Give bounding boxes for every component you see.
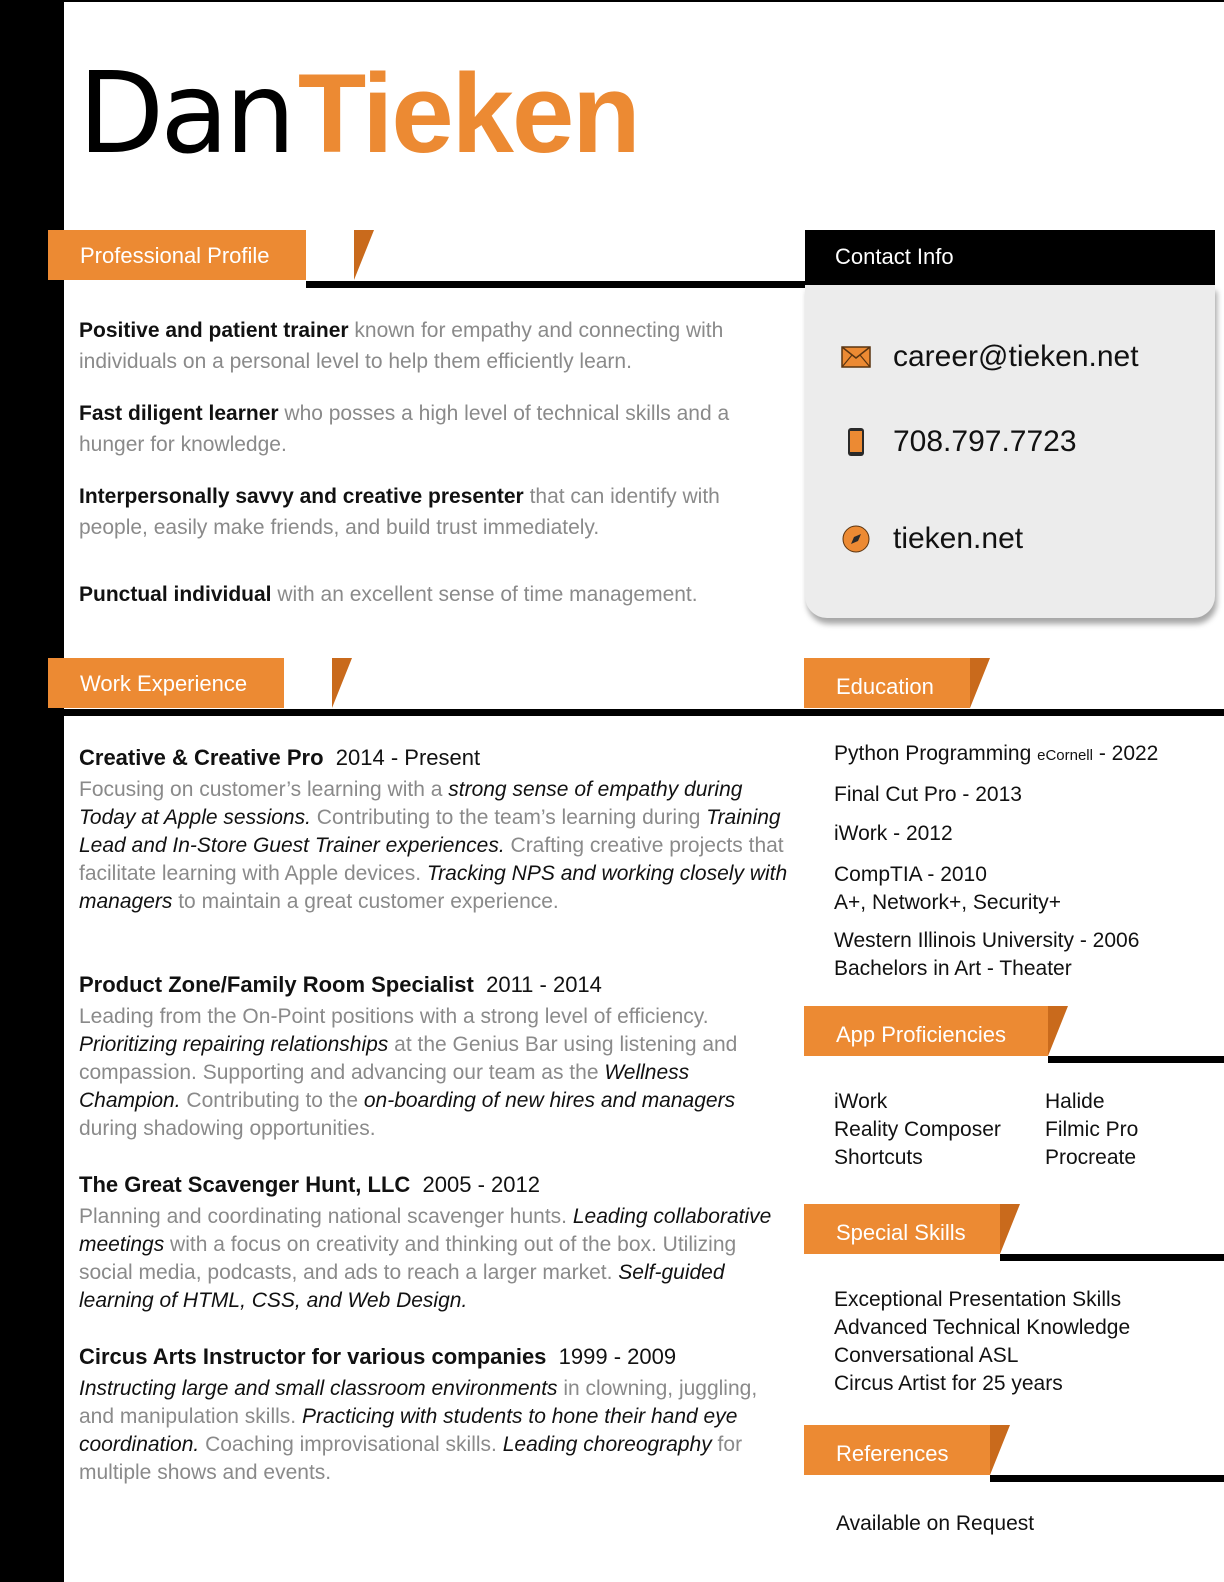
job-title: The Great Scavenger Hunt, LLC 2005 - 2012: [79, 1172, 540, 1197]
email-text: career@tieken.net: [893, 340, 1139, 373]
contact-email[interactable]: [841, 340, 1139, 374]
references-text: Available on Request: [836, 1512, 1035, 1535]
education-item: Western Illinois University - 2006: [834, 929, 1140, 952]
app-item: Halide: [1045, 1090, 1105, 1113]
profile-item: Fast diligent learner who posses a high level of technical skills and a hunger for knowledge.: [79, 402, 730, 456]
app-item: Filmic Pro: [1045, 1118, 1139, 1141]
job-entry: [79, 1171, 789, 1315]
section-title: Work Experience: [48, 658, 284, 708]
profile-item: Positive and patient trainer known for empathy and connecting with individuals on a personal level to help them efficiently learn.: [79, 319, 724, 373]
job-description: Instructing large and small classroom environments in clowning, juggling, and manipulation skills. Practicing with students to hone their hand eye coordination. Coaching improvisational skills. Leading choreography for multiple shows and events.: [79, 1377, 758, 1484]
section-rule: [64, 709, 1224, 716]
skills-list: [834, 1286, 1130, 1398]
education-detail: Bachelors in Art - Theater: [834, 957, 1072, 980]
job-title: Circus Arts Instructor for various companies 1999 - 2009: [79, 1344, 677, 1369]
skill-item: Exceptional Presentation Skills: [834, 1288, 1122, 1311]
apps-column: [834, 1088, 1001, 1172]
section-title: App Proficiencies: [804, 1006, 1048, 1056]
education-item: iWork - 2012: [834, 822, 953, 845]
section-title: References: [804, 1425, 990, 1475]
profile-item: Punctual individual with an excellent sense of time management.: [79, 583, 698, 606]
app-item: Shortcuts: [834, 1146, 923, 1169]
resume-name: [78, 49, 639, 179]
last-name: Tieken: [297, 51, 639, 176]
job-description: Planning and coordinating national scavenger hunts. Leading collaborative meetings with a focus on creativity and thinking out of the box. Utilizing social media, podcasts, and ads to reach a larger market. Self-guided learning of HTML, CSS, and Web Design.: [79, 1205, 772, 1312]
education-item: CompTIA - 2010: [834, 863, 987, 886]
section-rule: [1048, 1056, 1224, 1063]
section-title: Education: [804, 658, 970, 708]
section-title: Special Skills: [804, 1204, 1000, 1254]
envelope-icon: [841, 342, 871, 372]
apps-column: [1045, 1088, 1138, 1172]
job-description: Focusing on customer’s learning with a strong sense of empathy during Today at Apple sessions. Contributing to the team’s learning during Training Lead and In-Store Guest Trainer experiences. Crafting creative projects that facilitate learning with Apple devices. Tracking NPS and working closely with managers to maintain a great customer experience.: [79, 778, 788, 913]
skill-item: Circus Artist for 25 years: [834, 1372, 1063, 1395]
top-border-line: [64, 0, 1224, 2]
job-entry: [79, 971, 769, 1143]
first-name: Dan: [78, 49, 292, 179]
job-entry: [79, 1343, 769, 1487]
job-title: Product Zone/Family Room Specialist 2011 - 2014: [79, 972, 602, 997]
skill-item: Conversational ASL: [834, 1344, 1019, 1367]
skill-item: Advanced Technical Knowledge: [834, 1316, 1131, 1339]
job-title: Creative & Creative Pro 2014 - Present: [79, 745, 481, 770]
education-item: Python Programming eCornell - 2022: [834, 742, 1159, 765]
profile-item: Interpersonally savvy and creative presenter that can identify with people, easily make friends, and build trust immediately.: [79, 485, 720, 539]
contact-info-panel: [805, 285, 1215, 618]
contact-info-header: Contact Info: [805, 230, 1215, 285]
app-item: Reality Composer: [834, 1118, 1001, 1141]
education-detail: A+, Network+, Security+: [834, 891, 1062, 914]
contact-website[interactable]: [841, 522, 1023, 556]
app-item: iWork: [834, 1090, 888, 1113]
education-item: Final Cut Pro - 2013: [834, 783, 1022, 806]
compass-icon: [841, 524, 871, 554]
section-rule: [306, 281, 806, 288]
website-text: tieken.net: [893, 522, 1024, 555]
section-title: Professional Profile: [48, 230, 306, 280]
phone-text: 708.797.7723: [893, 425, 1077, 458]
phone-icon: [841, 427, 871, 457]
job-description: Leading from the On-Point positions with a strong level of efficiency. Prioritizing repairing relationships at the Genius Bar using listening and compassion. Supporting and advancing our team as the Wellness Champion. Contributing to the on-boarding of new hires and managers during shadowing opportunities.: [79, 1005, 738, 1140]
app-item: Procreate: [1045, 1146, 1137, 1169]
education-list: [834, 740, 1158, 983]
section-rule: [1000, 1254, 1224, 1261]
contact-phone[interactable]: [841, 425, 1077, 459]
section-rule: [990, 1475, 1224, 1482]
job-entry: [79, 744, 789, 916]
